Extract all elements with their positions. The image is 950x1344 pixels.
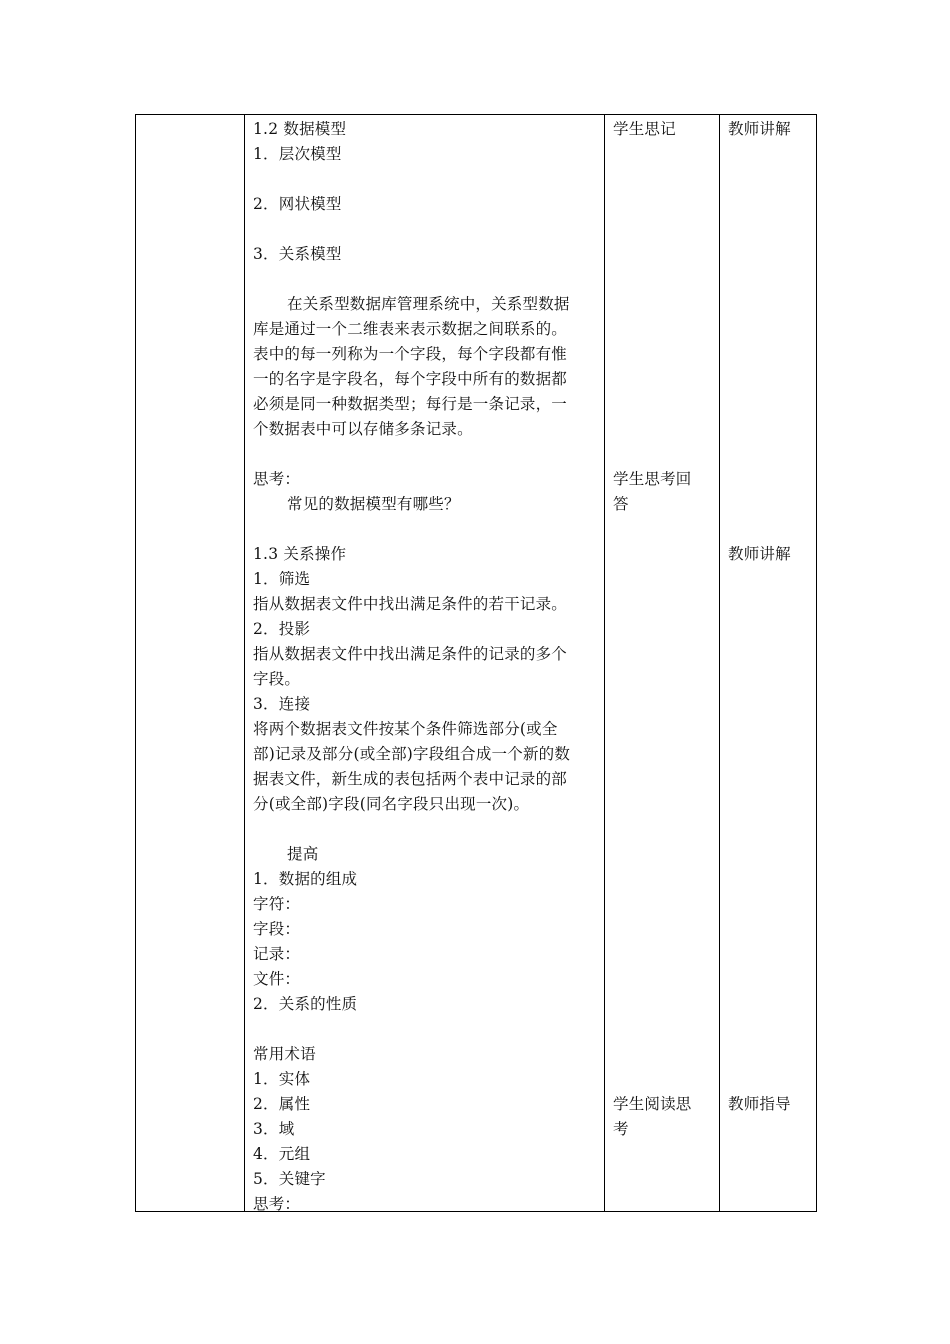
content-line: 3．域	[253, 1120, 295, 1138]
content-line: 2．属性	[253, 1095, 311, 1113]
student-activity-text: 答	[613, 495, 629, 513]
content-line: 字符：	[253, 895, 301, 913]
content-line: 库是通过一个二维表来表示数据之间联系的。	[253, 320, 568, 338]
content-line: 4．元组	[253, 1145, 311, 1163]
content-line: 表中的每一列称为一个字段，每个字段都有惟	[253, 345, 568, 363]
content-line: 指从数据表文件中找出满足条件的记录的多个	[253, 645, 568, 663]
student-activity-text: 学生思考回	[613, 470, 692, 488]
content-line: 个数据表中可以存储多条记录。	[253, 420, 473, 438]
content-line: 分(或全部)字段(同名字段只出现一次)。	[253, 795, 530, 813]
content-line: 1.3 关系操作	[253, 545, 347, 563]
content-line: 1．实体	[253, 1070, 311, 1088]
content-column	[244, 115, 604, 1211]
content-line: 将两个数据表文件按某个条件筛选部分(或全	[253, 720, 558, 738]
teacher-activity-text: 教师指导	[728, 1095, 791, 1113]
student-activity-text: 学生阅读思	[613, 1095, 692, 1113]
content-line: 记录：	[253, 945, 301, 963]
student-activity-column	[604, 115, 719, 1211]
content-line: 1．层次模型	[253, 145, 342, 163]
content-line: 2．投影	[253, 620, 311, 638]
content-line: 1．筛选	[253, 570, 311, 588]
content-line: 据表文件，新生成的表包括两个表中记录的部	[253, 770, 568, 788]
content-line: 在关系型数据库管理系统中，关系型数据	[287, 295, 570, 313]
content-line: 指从数据表文件中找出满足条件的若干记录。	[253, 595, 568, 613]
lesson-table	[135, 114, 817, 1212]
content-line: 思考：	[253, 470, 301, 488]
content-line: 2．网状模型	[253, 195, 342, 213]
content-line: 3．连接	[253, 695, 311, 713]
content-line: 3．关系模型	[253, 245, 342, 263]
teacher-activity-text: 教师讲解	[728, 120, 791, 138]
teacher-activity-column	[719, 115, 818, 1211]
content-line: 字段：	[253, 920, 301, 938]
content-line: 提高	[287, 845, 319, 863]
content-line: 一的名字是字段名，每个字段中所有的数据都	[253, 370, 568, 388]
student-activity-text: 学生思记	[613, 120, 676, 138]
content-line: 思考：	[253, 1195, 301, 1213]
content-line: 1．数据的组成	[253, 870, 358, 888]
content-line: 5．关键字	[253, 1170, 326, 1188]
content-line: 常用术语	[253, 1045, 316, 1063]
content-line: 1.2 数据模型	[253, 120, 347, 138]
teacher-activity-text: 教师讲解	[728, 545, 791, 563]
content-line: 字段。	[253, 670, 301, 688]
content-line: 2．关系的性质	[253, 995, 358, 1013]
student-activity-text: 考	[613, 1120, 629, 1138]
content-line: 常见的数据模型有哪些？	[287, 495, 460, 513]
content-line: 部)记录及部分(或全部)字段组合成一个新的数	[253, 745, 571, 763]
content-line: 文件：	[253, 970, 301, 988]
content-line: 必须是同一种数据类型；每行是一条记录，一	[253, 395, 568, 413]
